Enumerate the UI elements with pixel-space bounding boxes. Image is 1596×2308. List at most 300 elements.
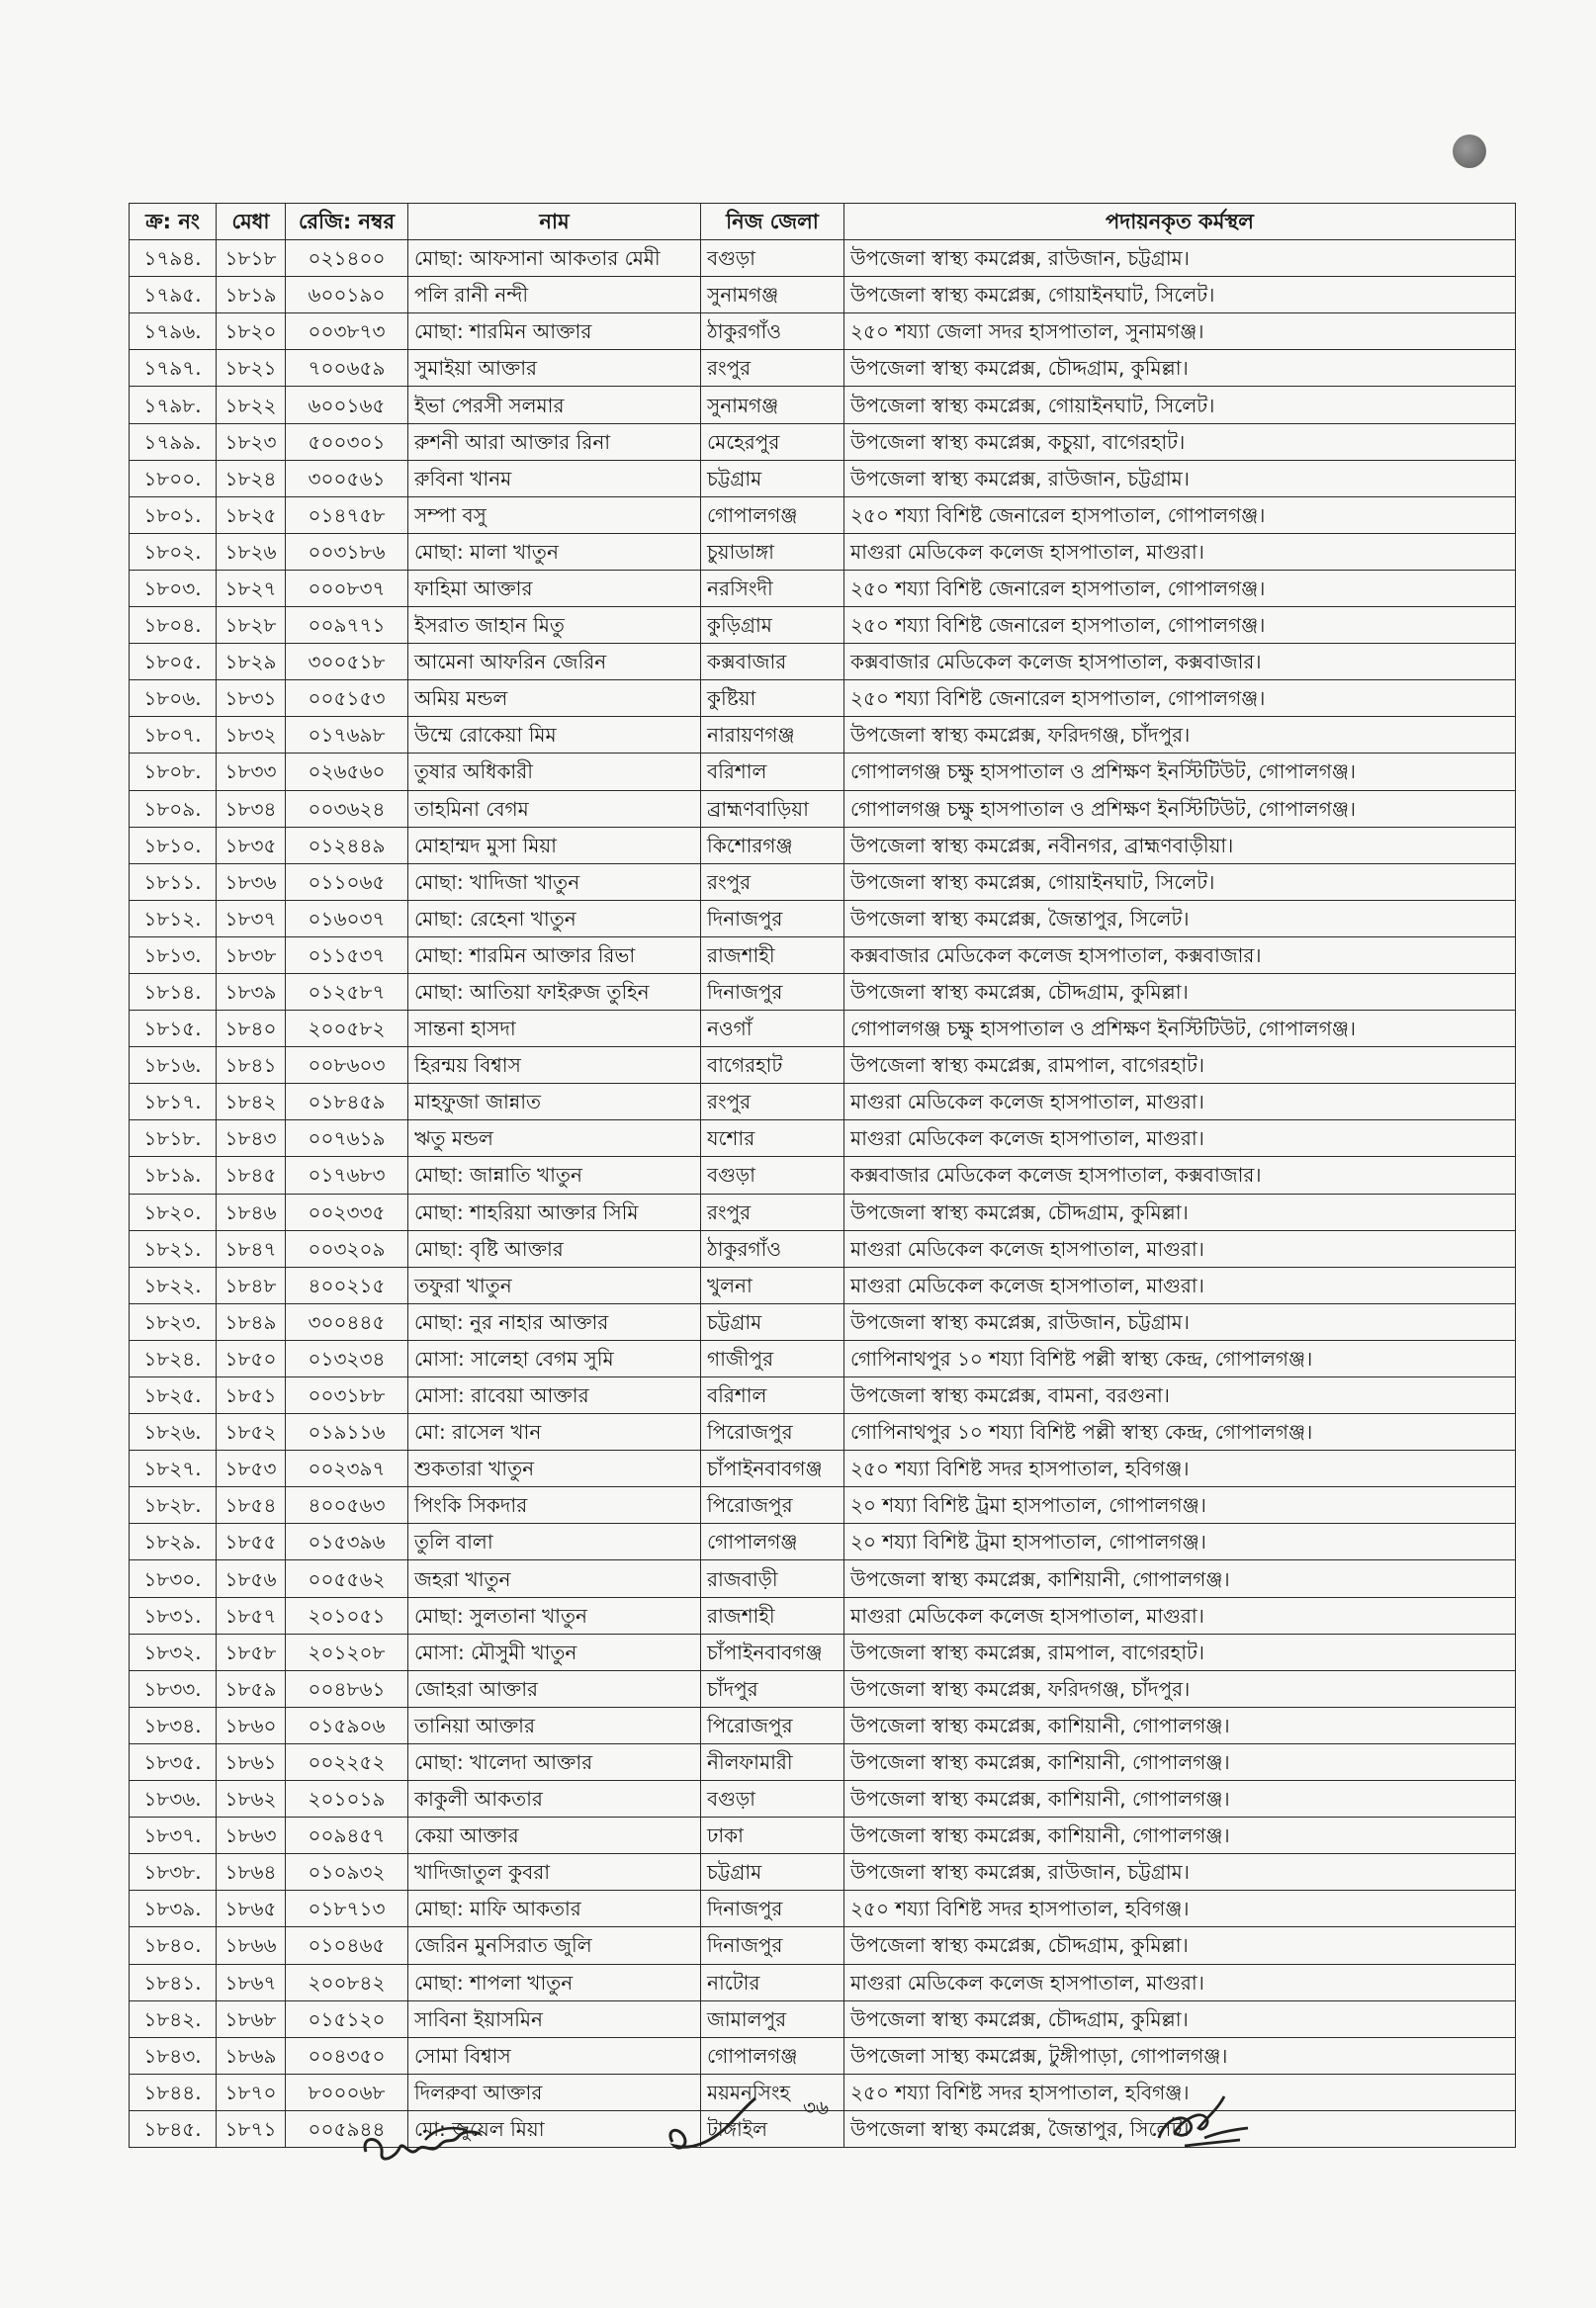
name-cell: মোহাম্মদ মুসা মিয়া <box>408 827 701 863</box>
name-cell: তুলি বালা <box>408 1524 701 1560</box>
merit-cell: ১৮২২ <box>217 387 286 423</box>
registration-cell: ৭০০৬৫৯ <box>286 350 408 387</box>
serial-cell: ১৮১৮. <box>130 1120 217 1157</box>
serial-cell: ১৮২২. <box>130 1267 217 1303</box>
home-district-cell: মেহেরপুর <box>701 423 844 460</box>
merit-cell: ১৮৩৩ <box>217 754 286 790</box>
name-cell: মোছা: রেহেনা খাতুন <box>408 900 701 936</box>
table-row <box>130 1707 1516 1743</box>
serial-cell: ১৮১৩. <box>130 936 217 973</box>
posting-place-cell: গোপালগঞ্জ চক্ষু হাসপাতাল ও প্রশিক্ষণ ইনস্টিটিউট, গোপালগঞ্জ। <box>844 790 1516 827</box>
name-cell: ফাহিমা আক্তার <box>408 570 701 606</box>
merit-cell: ১৮৬৯ <box>217 2037 286 2074</box>
registration-cell: ০০৩৬২৪ <box>286 790 408 827</box>
merit-cell: ১৮৫১ <box>217 1377 286 1414</box>
table-row <box>130 1303 1516 1340</box>
serial-cell: ১৮০৩. <box>130 570 217 606</box>
merit-cell: ১৮৫৮ <box>217 1634 286 1670</box>
posting-place-cell: উপজেলা স্বাস্থ্য কমপ্লেক্স, ফরিদগঞ্জ, চাঁদপুর। <box>844 717 1516 754</box>
serial-cell: ১৮০০. <box>130 460 217 496</box>
registration-cell: ০১২৫৮৭ <box>286 973 408 1010</box>
merit-cell: ১৮২৭ <box>217 570 286 606</box>
name-cell: খাদিজাতুল কুবরা <box>408 1854 701 1891</box>
registration-cell: ০০২২৫২ <box>286 1743 408 1780</box>
home-district-cell: বাগেরহাট <box>701 1047 844 1084</box>
posting-place-cell: উপজেলা সাস্থ্য কমপ্লেক্স, টুঙ্গীপাড়া, গোপালগঞ্জ। <box>844 2037 1516 2074</box>
serial-cell: ১৮১২. <box>130 900 217 936</box>
merit-cell: ১৮৫০ <box>217 1340 286 1376</box>
serial-cell: ১৮১১. <box>130 863 217 900</box>
home-district-cell: নীলফামারী <box>701 1743 844 1780</box>
table-row <box>130 1560 1516 1597</box>
serial-cell: ১৮৪৫. <box>130 2110 217 2147</box>
registration-cell: ০১১৫৩৭ <box>286 936 408 973</box>
posting-place-cell: উপজেলা স্বাস্থ্য কমপ্লেক্স, রাউজান, চট্টগ্রাম। <box>844 240 1516 277</box>
name-cell: মোছা: আফসানা আকতার মেমী <box>408 240 701 277</box>
name-cell: আমেনা আফরিন জেরিন <box>408 644 701 680</box>
home-district-cell: গাজীপুর <box>701 1340 844 1376</box>
merit-cell: ১৮২৬ <box>217 533 286 570</box>
table-row <box>130 863 1516 900</box>
table-row <box>130 1340 1516 1376</box>
name-cell: জহরা খাতুন <box>408 1560 701 1597</box>
table-row <box>130 1781 1516 1818</box>
merit-cell: ১৮২৩ <box>217 423 286 460</box>
table-row <box>130 936 1516 973</box>
table-row <box>130 1230 1516 1267</box>
serial-cell: ১৮০৬. <box>130 680 217 717</box>
posting-place-cell: ২৫০ শয্যা বিশিষ্ট জেনারেল হাসপাতাল, গোপালগঞ্জ। <box>844 607 1516 644</box>
posting-place-cell: উপজেলা স্বাস্থ্য কমপ্লেক্স, কাশিয়ানী, গোপালগঞ্জ। <box>844 1818 1516 1854</box>
merit-cell: ১৮৬২ <box>217 1781 286 1818</box>
name-cell: হিরন্ময় বিশ্বাস <box>408 1047 701 1084</box>
home-district-cell: চুয়াডাঙ্গা <box>701 533 844 570</box>
posting-place-cell: মাগুরা মেডিকেল কলেজ হাসপাতাল, মাগুরা। <box>844 1084 1516 1120</box>
registration-cell: ২০০৮৪২ <box>286 1964 408 2000</box>
name-cell: মো: রাসেল খান <box>408 1414 701 1451</box>
home-district-cell: দিনাজপুর <box>701 900 844 936</box>
table-row <box>130 1157 1516 1194</box>
merit-cell: ১৮২১ <box>217 350 286 387</box>
merit-cell: ১৮২৯ <box>217 644 286 680</box>
name-cell: সাবিনা ইয়াসমিন <box>408 2000 701 2037</box>
name-cell: শুকতারা খাতুন <box>408 1451 701 1487</box>
table-row <box>130 2037 1516 2074</box>
serial-cell: ১৮১৯. <box>130 1157 217 1194</box>
table-row <box>130 1597 1516 1634</box>
serial-cell: ১৮৩২. <box>130 1634 217 1670</box>
name-cell: রুশনী আরা আক্তার রিনা <box>408 423 701 460</box>
posting-place-cell: উপজেলা স্বাস্থ্য কমপ্লেক্স, রামপাল, বাগেরহাট। <box>844 1047 1516 1084</box>
merit-cell: ১৮২৪ <box>217 460 286 496</box>
table-row <box>130 496 1516 533</box>
posting-place-cell: উপজেলা স্বাস্থ্য কমপ্লেক্স, কাশিয়ানী, গোপালগঞ্জ। <box>844 1560 1516 1597</box>
name-cell: উম্মে রোকেয়া মিম <box>408 717 701 754</box>
home-district-cell: ঢাকা <box>701 1818 844 1854</box>
table-row <box>130 1011 1516 1047</box>
posting-place-cell: ২৫০ শয্যা বিশিষ্ট সদর হাসপাতাল, হবিগঞ্জ। <box>844 1451 1516 1487</box>
name-cell: মোছা: মাফি আকতার <box>408 1891 701 1927</box>
table-header-row <box>130 204 1516 240</box>
name-cell: মো: জুয়েল মিয়া <box>408 2110 701 2147</box>
registration-cell: ০০৮৬০৩ <box>286 1047 408 1084</box>
serial-cell: ১৮২৮. <box>130 1487 217 1524</box>
table-row <box>130 277 1516 313</box>
name-cell: সান্তনা হাসদা <box>408 1011 701 1047</box>
serial-cell: ১৮০১. <box>130 496 217 533</box>
posting-place-cell: ২৫০ শয্যা বিশিষ্ট জেনারেল হাসপাতাল, গোপালগঞ্জ। <box>844 680 1516 717</box>
table-row <box>130 1414 1516 1451</box>
merit-cell: ১৮৬৫ <box>217 1891 286 1927</box>
registration-cell: ২০০৫৮২ <box>286 1011 408 1047</box>
name-cell: অমিয় মন্ডল <box>408 680 701 717</box>
posting-place-cell: উপজেলা স্বাস্থ্য কমপ্লেক্স, রাউজান, চট্টগ্রাম। <box>844 460 1516 496</box>
registration-cell: ০০৫৯৪৪ <box>286 2110 408 2147</box>
home-district-cell: পিরোজপুর <box>701 1487 844 1524</box>
header-serial: ক্র: নং <box>130 204 217 240</box>
registration-cell: ২০১২০৮ <box>286 1634 408 1670</box>
header-posting-place: পদায়নকৃত কর্মস্থল <box>844 204 1516 240</box>
serial-cell: ১৮৩৪. <box>130 1707 217 1743</box>
merit-cell: ১৮৩৪ <box>217 790 286 827</box>
home-district-cell: সুনামগঞ্জ <box>701 387 844 423</box>
merit-cell: ১৮৪৩ <box>217 1120 286 1157</box>
name-cell: দিলরুবা আক্তার <box>408 2074 701 2110</box>
name-cell: মোছা: শারমিন আক্তার রিভা <box>408 936 701 973</box>
registration-cell: ০১৩২৩৪ <box>286 1340 408 1376</box>
merit-cell: ১৮২৫ <box>217 496 286 533</box>
home-district-cell: টাঙ্গাইল <box>701 2110 844 2147</box>
posting-place-cell: কক্সবাজার মেডিকেল কলেজ হাসপাতাল, কক্সবাজার। <box>844 1157 1516 1194</box>
merit-cell: ১৮৪৭ <box>217 1230 286 1267</box>
table-row <box>130 1670 1516 1707</box>
posting-place-cell: উপজেলা স্বাস্থ্য কমপ্লেক্স, কাশিয়ানী, গোপালগঞ্জ। <box>844 1743 1516 1780</box>
home-district-cell: চট্টগ্রাম <box>701 1303 844 1340</box>
home-district-cell: যশোর <box>701 1120 844 1157</box>
merit-cell: ১৮২৮ <box>217 607 286 644</box>
table-row <box>130 1524 1516 1560</box>
table-row <box>130 1964 1516 2000</box>
name-cell: পলি রানী নন্দী <box>408 277 701 313</box>
registration-cell: ০১৭৬৮৩ <box>286 1157 408 1194</box>
registration-cell: ০০৪৮৬১ <box>286 1670 408 1707</box>
table-row <box>130 1194 1516 1230</box>
serial-cell: ১৮০৫. <box>130 644 217 680</box>
serial-cell: ১৮৪২. <box>130 2000 217 2037</box>
registration-cell: ৮০০০৬৮ <box>286 2074 408 2110</box>
posting-place-cell: উপজেলা স্বাস্থ্য কমপ্লেক্স, রাউজান, চট্টগ্রাম। <box>844 1303 1516 1340</box>
name-cell: সুমাইয়া আক্তার <box>408 350 701 387</box>
posting-place-cell: গোপালগঞ্জ চক্ষু হাসপাতাল ও প্রশিক্ষণ ইনস্টিটিউট, গোপালগঞ্জ। <box>844 754 1516 790</box>
serial-cell: ১৭৯৫. <box>130 277 217 313</box>
signature-right <box>1145 2088 1264 2158</box>
home-district-cell: কুড়িগ্রাম <box>701 607 844 644</box>
serial-cell: ১৮২৬. <box>130 1414 217 1451</box>
home-district-cell: ঠাকুরগাঁও <box>701 1230 844 1267</box>
posting-place-cell: উপজেলা স্বাস্থ্য কমপ্লেক্স, কাশিয়ানী, গোপালগঞ্জ। <box>844 1781 1516 1818</box>
registration-cell: ০১৫৯০৬ <box>286 1707 408 1743</box>
home-district-cell: নরসিংদী <box>701 570 844 606</box>
header-name: নাম <box>408 204 701 240</box>
table-row <box>130 460 1516 496</box>
home-district-cell: নওগাঁ <box>701 1011 844 1047</box>
name-cell: মোসা: মৌসুমী খাতুন <box>408 1634 701 1670</box>
header-home-district: নিজ জেলা <box>701 204 844 240</box>
serial-cell: ১৮০৯. <box>130 790 217 827</box>
table-row <box>130 570 1516 606</box>
posting-place-cell: মাগুরা মেডিকেল কলেজ হাসপাতাল, মাগুরা। <box>844 1267 1516 1303</box>
serial-cell: ১৮১০. <box>130 827 217 863</box>
registration-cell: ০০২৩৩৫ <box>286 1194 408 1230</box>
registration-cell: ০১৭৬৯৮ <box>286 717 408 754</box>
table-row <box>130 1487 1516 1524</box>
merit-cell: ১৮৩১ <box>217 680 286 717</box>
registration-cell: ০১৮৪৫৯ <box>286 1084 408 1120</box>
merit-cell: ১৮৫৩ <box>217 1451 286 1487</box>
merit-cell: ১৮৬৩ <box>217 1818 286 1854</box>
table-row <box>130 900 1516 936</box>
posting-place-cell: উপজেলা স্বাস্থ্য কমপ্লেক্স, নবীনগর, ব্রাহ্মণবাড়ীয়া। <box>844 827 1516 863</box>
merit-cell: ১৮৫৯ <box>217 1670 286 1707</box>
serial-cell: ১৮২৫. <box>130 1377 217 1414</box>
merit-cell: ১৮৫২ <box>217 1414 286 1451</box>
registration-cell: ০১২৪৪৯ <box>286 827 408 863</box>
name-cell: মোছা: বৃষ্টি আক্তার <box>408 1230 701 1267</box>
merit-cell: ১৮৫৬ <box>217 1560 286 1597</box>
home-district-cell: বগুড়া <box>701 240 844 277</box>
merit-cell: ১৮৪৮ <box>217 1267 286 1303</box>
serial-cell: ১৮২৭. <box>130 1451 217 1487</box>
serial-cell: ১৮২৪. <box>130 1340 217 1376</box>
home-district-cell: চাঁপাইনবাবগঞ্জ <box>701 1634 844 1670</box>
posting-place-cell: উপজেলা স্বাস্থ্য কমপ্লেক্স, জৈন্তাপুর, সিলেট। <box>844 900 1516 936</box>
serial-cell: ১৮০৮. <box>130 754 217 790</box>
name-cell: ঋতু মন্ডল <box>408 1120 701 1157</box>
serial-cell: ১৮৩৮. <box>130 1854 217 1891</box>
serial-cell: ১৮২১. <box>130 1230 217 1267</box>
serial-cell: ১৭৯৯. <box>130 423 217 460</box>
posting-place-cell: ২০ শয্যা বিশিষ্ট ট্রমা হাসপাতাল, গোপালগঞ্জ। <box>844 1524 1516 1560</box>
name-cell: ইসরাত জাহান মিতু <box>408 607 701 644</box>
home-district-cell: কুষ্টিয়া <box>701 680 844 717</box>
table-row <box>130 973 1516 1010</box>
posting-place-cell: ২৫০ শয্যা বিশিষ্ট সদর হাসপাতাল, হবিগঞ্জ। <box>844 1891 1516 1927</box>
registration-cell: ০০৩২০৯ <box>286 1230 408 1267</box>
posting-place-cell: উপজেলা স্বাস্থ্য কমপ্লেক্স, রাউজান, চট্টগ্রাম। <box>844 1854 1516 1891</box>
posting-place-cell: উপজেলা স্বাস্থ্য কমপ্লেক্স, গোয়াইনঘাট, সিলেট। <box>844 863 1516 900</box>
merit-cell: ১৮৭১ <box>217 2110 286 2147</box>
registration-cell: ৩০০৫১৮ <box>286 644 408 680</box>
name-cell: মোছা: নুর নাহার আক্তার <box>408 1303 701 1340</box>
table-row <box>130 1634 1516 1670</box>
home-district-cell: নাটোর <box>701 1964 844 2000</box>
posting-table <box>129 203 1516 2148</box>
registration-cell: ৩০০৫৬১ <box>286 460 408 496</box>
serial-cell: ১৭৯৬. <box>130 313 217 350</box>
home-district-cell: দিনাজপুর <box>701 1891 844 1927</box>
posting-place-cell: মাগুরা মেডিকেল কলেজ হাসপাতাল, মাগুরা। <box>844 1120 1516 1157</box>
table-row <box>130 1927 1516 1964</box>
table-row <box>130 1743 1516 1780</box>
table-row <box>130 533 1516 570</box>
merit-cell: ১৮৪৯ <box>217 1303 286 1340</box>
serial-cell: ১৮৩৬. <box>130 1781 217 1818</box>
serial-cell: ১৭৯৮. <box>130 387 217 423</box>
table-row <box>130 1377 1516 1414</box>
name-cell: মোছা: জান্নাতি খাতুন <box>408 1157 701 1194</box>
name-cell: মোছা: খাদিজা খাতুন <box>408 863 701 900</box>
home-district-cell: গোপালগঞ্জ <box>701 1524 844 1560</box>
name-cell: মোছা: শারমিন আক্তার <box>408 313 701 350</box>
registration-cell: ০১৮৭১৩ <box>286 1891 408 1927</box>
merit-cell: ১৮৩৬ <box>217 863 286 900</box>
registration-cell: ০০০৮৩৭ <box>286 570 408 606</box>
serial-cell: ১৮৩৭. <box>130 1818 217 1854</box>
merit-cell: ১৮৪০ <box>217 1011 286 1047</box>
home-district-cell: রাজশাহী <box>701 936 844 973</box>
table-row <box>130 717 1516 754</box>
registration-cell: ০১৬০৩৭ <box>286 900 408 936</box>
table-row <box>130 1120 1516 1157</box>
table-row <box>130 680 1516 717</box>
home-district-cell: ব্রাহ্মণবাড়িয়া <box>701 790 844 827</box>
posting-place-cell: কক্সবাজার মেডিকেল কলেজ হাসপাতাল, কক্সবাজার। <box>844 936 1516 973</box>
table-row <box>130 1047 1516 1084</box>
name-cell: মোছা: সুলতানা খাতুন <box>408 1597 701 1634</box>
posting-place-cell: উপজেলা স্বাস্থ্য কমপ্লেক্স, গোয়াইনঘাট, সিলেট। <box>844 387 1516 423</box>
name-cell: জোহরা আক্তার <box>408 1670 701 1707</box>
posting-place-cell: গোপালগঞ্জ চক্ষু হাসপাতাল ও প্রশিক্ষণ ইনস্টিটিউট, গোপালগঞ্জ। <box>844 1011 1516 1047</box>
table-row <box>130 313 1516 350</box>
registration-cell: ০১৫১২০ <box>286 2000 408 2037</box>
serial-cell: ১৮৩১. <box>130 1597 217 1634</box>
home-district-cell: বরিশাল <box>701 754 844 790</box>
merit-cell: ১৮৫৫ <box>217 1524 286 1560</box>
name-cell: মাহফুজা জান্নাত <box>408 1084 701 1120</box>
home-district-cell: চট্টগ্রাম <box>701 1854 844 1891</box>
registration-cell: ০০৯৪৫৭ <box>286 1818 408 1854</box>
registration-cell: ০০৫১৫৩ <box>286 680 408 717</box>
merit-cell: ১৮৪৬ <box>217 1194 286 1230</box>
posting-place-cell: গোপিনাথপুর ১০ শয্যা বিশিষ্ট পল্লী স্বাস্থ্য কেন্দ্র, গোপালগঞ্জ। <box>844 1340 1516 1376</box>
name-cell: কেয়া আক্তার <box>408 1818 701 1854</box>
name-cell: তফুরা খাতুন <box>408 1267 701 1303</box>
table-row <box>130 754 1516 790</box>
registration-cell: ৬০০১৬৫ <box>286 387 408 423</box>
table-row <box>130 1451 1516 1487</box>
registration-cell: ০১৯১১৬ <box>286 1414 408 1451</box>
registration-cell: ০০৩১৮৬ <box>286 533 408 570</box>
home-district-cell: চট্টগ্রাম <box>701 460 844 496</box>
home-district-cell: ঠাকুরগাঁও <box>701 313 844 350</box>
home-district-cell: বগুড়া <box>701 1157 844 1194</box>
serial-cell: ১৮১৫. <box>130 1011 217 1047</box>
serial-cell: ১৮৩৯. <box>130 1891 217 1927</box>
posting-place-cell: ২৫০ শয্যা জেলা সদর হাসপাতাল, সুনামগঞ্জ। <box>844 313 1516 350</box>
signature-center <box>661 2094 769 2164</box>
name-cell: পিংকি সিকদার <box>408 1487 701 1524</box>
registration-cell: ০১৫৩৯৬ <box>286 1524 408 1560</box>
merit-cell: ১৮৬১ <box>217 1743 286 1780</box>
serial-cell: ১৮১৪. <box>130 973 217 1010</box>
registration-cell: ২০১০১৯ <box>286 1781 408 1818</box>
merit-cell: ১৮৩৫ <box>217 827 286 863</box>
table-row <box>130 1267 1516 1303</box>
posting-place-cell: উপজেলা স্বাস্থ্য কমপ্লেক্স, জৈন্তাপুর, সিলেট। <box>844 2110 1516 2147</box>
registration-cell: ০০৯৭৭১ <box>286 607 408 644</box>
merit-cell: ১৮৬৮ <box>217 2000 286 2037</box>
name-cell: মোছা: মালা খাতুন <box>408 533 701 570</box>
posting-place-cell: মাগুরা মেডিকেল কলেজ হাসপাতাল, মাগুরা। <box>844 1964 1516 2000</box>
posting-place-cell: উপজেলা স্বাস্থ্য কমপ্লেক্স, চৌদ্দগ্রাম, কুমিল্লা। <box>844 350 1516 387</box>
home-district-cell: রংপুর <box>701 1084 844 1120</box>
name-cell: মোছা: শাহরিয়া আক্তার সিমি <box>408 1194 701 1230</box>
serial-cell: ১৭৯৪. <box>130 240 217 277</box>
serial-cell: ১৮০২. <box>130 533 217 570</box>
posting-place-cell: উপজেলা স্বাস্থ্য কমপ্লেক্স, চৌদ্দগ্রাম, কুমিল্লা। <box>844 1194 1516 1230</box>
name-cell: মোসা: রাবেয়া আক্তার <box>408 1377 701 1414</box>
table-row <box>130 1854 1516 1891</box>
serial-cell: ১৭৯৭. <box>130 350 217 387</box>
home-district-cell: খুলনা <box>701 1267 844 1303</box>
merit-cell: ১৮৫৭ <box>217 1597 286 1634</box>
home-district-cell: বগুড়া <box>701 1781 844 1818</box>
posting-place-cell: কক্সবাজার মেডিকেল কলেজ হাসপাতাল, কক্সবাজার। <box>844 644 1516 680</box>
table-row <box>130 387 1516 423</box>
merit-cell: ১৮৬৭ <box>217 1964 286 2000</box>
posting-place-cell: উপজেলা স্বাস্থ্য কমপ্লেক্স, চৌদ্দগ্রাম, কুমিল্লা। <box>844 2000 1516 2037</box>
merit-cell: ১৮৬০ <box>217 1707 286 1743</box>
home-district-cell: চাঁপাইনবাবগঞ্জ <box>701 1451 844 1487</box>
posting-place-cell: মাগুরা মেডিকেল কলেজ হাসপাতাল, মাগুরা। <box>844 1597 1516 1634</box>
posting-place-cell: উপজেলা স্বাস্থ্য কমপ্লেক্স, চৌদ্দগ্রাম, কুমিল্লা। <box>844 1927 1516 1964</box>
home-district-cell: রাজবাড়ী <box>701 1560 844 1597</box>
registration-cell: ০২৬৫৬০ <box>286 754 408 790</box>
registration-cell: ০২১৪০০ <box>286 240 408 277</box>
posting-place-cell: ২৫০ শয্যা বিশিষ্ট জেনারেল হাসপাতাল, গোপালগঞ্জ। <box>844 570 1516 606</box>
registration-cell: ০০৭৬১৯ <box>286 1120 408 1157</box>
registration-cell: ০১০৪৬৫ <box>286 1927 408 1964</box>
home-district-cell: গোপালগঞ্জ <box>701 496 844 533</box>
name-cell: তুষার অধিকারী <box>408 754 701 790</box>
table-row <box>130 644 1516 680</box>
merit-cell: ১৮৬৬ <box>217 1927 286 1964</box>
merit-cell: ১৮৩২ <box>217 717 286 754</box>
home-district-cell: রাজশাহী <box>701 1597 844 1634</box>
home-district-cell: নারায়ণগঞ্জ <box>701 717 844 754</box>
posting-place-cell: উপজেলা স্বাস্থ্য কমপ্লেক্স, ফরিদগঞ্জ, চাঁদপুর। <box>844 1670 1516 1707</box>
table-row <box>130 790 1516 827</box>
posting-place-cell: ২৫০ শয্যা বিশিষ্ট জেনারেল হাসপাতাল, গোপালগঞ্জ। <box>844 496 1516 533</box>
serial-cell: ১৮৩৫. <box>130 1743 217 1780</box>
merit-cell: ১৮১৮ <box>217 240 286 277</box>
registration-cell: ৬০০১৯০ <box>286 277 408 313</box>
registration-cell: ৪০০২১৫ <box>286 1267 408 1303</box>
registration-cell: ২০১০৫১ <box>286 1597 408 1634</box>
serial-cell: ১৮১৬. <box>130 1047 217 1084</box>
posting-place-cell: মাগুরা মেডিকেল কলেজ হাসপাতাল, মাগুরা। <box>844 1230 1516 1267</box>
name-cell: মোছা: আতিয়া ফাইরুজ তুহিন <box>408 973 701 1010</box>
table-row <box>130 423 1516 460</box>
header-merit: মেধা <box>217 204 286 240</box>
home-district-cell: জামালপুর <box>701 2000 844 2037</box>
header-registration: রেজি: নম্বর <box>286 204 408 240</box>
page-number: ৩৬ <box>802 2095 829 2119</box>
serial-cell: ১৮৪৩. <box>130 2037 217 2074</box>
home-district-cell: পিরোজপুর <box>701 1707 844 1743</box>
posting-place-cell: উপজেলা স্বাস্থ্য কমপ্লেক্স, রামপাল, বাগেরহাট। <box>844 1634 1516 1670</box>
serial-cell: ১৮০৭. <box>130 717 217 754</box>
